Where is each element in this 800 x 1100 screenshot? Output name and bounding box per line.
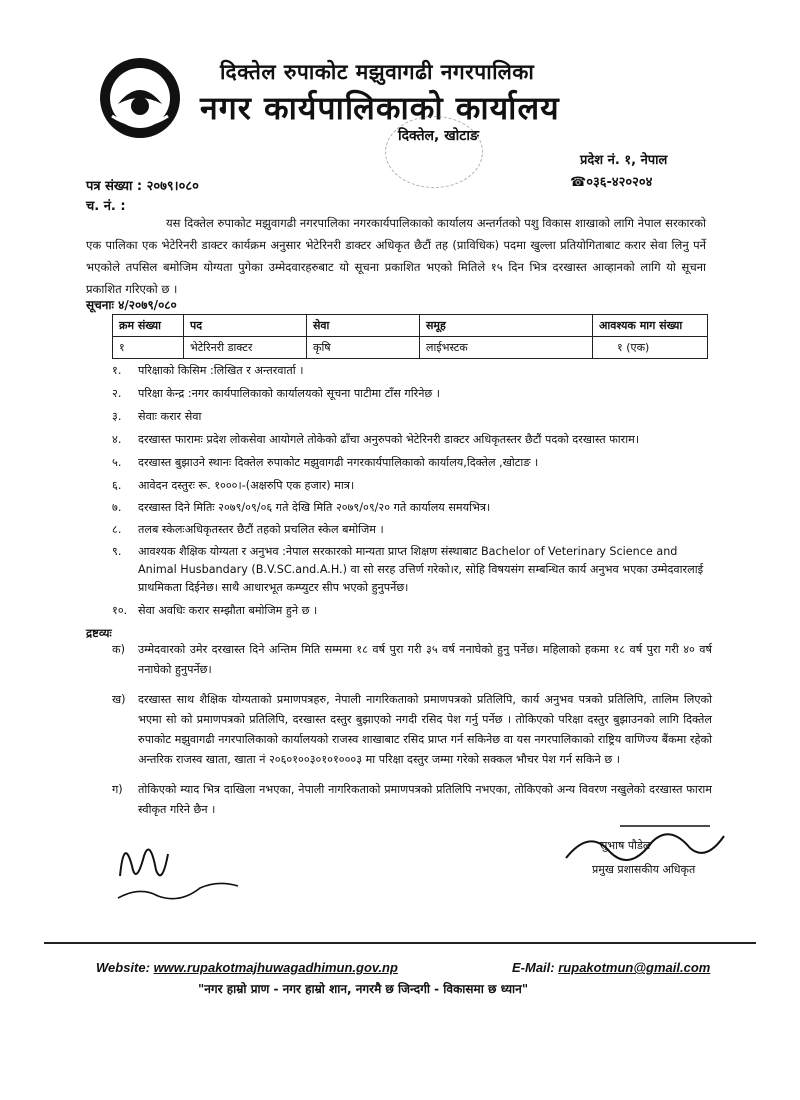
footer-email bbox=[512, 960, 710, 975]
cell-group: लाईभस्टक bbox=[420, 337, 593, 359]
cell-demand: १ (एक) bbox=[593, 337, 708, 359]
list-item: ६. आवेदन दस्तुरः रू. १०००।-(अक्षरुपि एक हजार) मात्र। bbox=[112, 479, 355, 492]
list-item: २. परिक्षा केन्द्र :नगर कार्यपालिकाको कार्यालयको सूचना पाटीमा टाँस गरिनेछ । bbox=[112, 387, 441, 400]
office-location: दिक्तेल, खोटाङ bbox=[398, 128, 479, 144]
reference-number: पत्र संख्या : २०७९।०८० bbox=[86, 179, 199, 194]
conditions-list bbox=[112, 362, 712, 625]
website-label: Website: bbox=[96, 960, 150, 975]
cell-serial: १ bbox=[113, 337, 184, 359]
col-header-serial: क्रम संख्या bbox=[113, 315, 184, 337]
cell-post: भेटेरिनरी डाक्टर bbox=[184, 337, 307, 359]
footer-divider bbox=[44, 942, 756, 944]
list-item: ३. सेवाः करार सेवा bbox=[112, 410, 202, 423]
table-header-row bbox=[113, 315, 708, 337]
cell-service: कृषि bbox=[307, 337, 420, 359]
footer-website bbox=[96, 960, 398, 975]
list-item: ख) दरखास्त साथ शैक्षिक योग्यताको प्रमाणपत्रहरु, नेपाली नागरिकताको प्रमाणपत्रको प्रतिलिपि, कार्य अनुभव पत्रको प्रतिलिपि, तालिम लिएको भएमा सो को प्रमाणपत्रको प्रतिलिपि, दरखास्त दस्तुर बुझाएको नगदी रसिद पेश गर्नु पर्नेछ । तोकिएको परिक्षा दस्तुर बुझाउनको लागि दिक्तेल रुपाकोट मझुवागढी नगरपालिकाको कार्यालयको राजस्व शाखाबाट रसिद प्राप्त गर्न सकिनेछ वा यस नगरपालिकाको राष्ट्रिय वाणिज्य बैंकमा रहेको अन्तरिक राजस्व खाता, खाता नं २०६०१००३०१०१०००३ मा परिक्षा दस्तुर जम्मा गरेको सक्कल भौचर पेश गर्न सकिने छ । bbox=[112, 693, 712, 766]
signer-name: सुभाष पौडेल bbox=[600, 839, 651, 852]
list-item: ९. आवश्यक शैक्षिक योग्यता र अनुभव :नेपाल सरकारको मान्यता प्राप्त शिक्षण संस्थाबाट Bachelor of Veterinary Science and Animal Husbandary (B.V.SC.and.A.H.) वा सो सरह उत्तिर्ण गरेको।र, सोहि विषयसंग सम्बन्धित कार्य अनुभव भएका उम्मेदवारलाई प्राथमिकता दिईनेछ। साथै आधारभूत कम्प्युटर सीप भएको हुनुपर्नेछ। bbox=[112, 545, 704, 594]
notice-number: सूचनाः ४/२०७९/०८० bbox=[86, 298, 177, 312]
dispatch-number: च. नं. : bbox=[86, 199, 126, 214]
list-item: ग) तोकिएको म्याद भित्र दाखिला नभएका, नेपाली नागरिकताको प्रमाणपत्रको प्रतिलिपि नभएका, तोकिएको अन्य विवरण नखुलेको दरखास्त फाराम स्वीकृत गरिने छैन । bbox=[112, 783, 712, 816]
col-header-group: समूह bbox=[420, 315, 593, 337]
email-label: E-Mail: bbox=[512, 960, 555, 975]
col-header-service: सेवा bbox=[307, 315, 420, 337]
municipality-name: दिक्तेल रुपाकोट मझुवागढी नगरपालिका bbox=[220, 60, 535, 84]
col-header-demand: आवश्यक माग संख्या bbox=[593, 315, 708, 337]
col-header-post: पद bbox=[184, 315, 307, 337]
email-link[interactable]: rupakotmun@gmail.com bbox=[558, 960, 711, 975]
nepal-emblem-logo bbox=[98, 56, 182, 140]
province-label: प्रदेश नं. १, नेपाल bbox=[580, 153, 668, 168]
handwritten-signature-left bbox=[110, 826, 250, 906]
list-item: ८. तलब स्केलःअधिकृतस्तर छैटौं तहको प्रचलित स्केल बमोजिम । bbox=[112, 523, 384, 536]
phone-number: ☎०३६-४२०२०४ bbox=[570, 175, 653, 190]
website-link[interactable]: www.rupakotmajhuwagadhimun.gov.np bbox=[153, 960, 398, 975]
vacancy-table bbox=[112, 314, 708, 359]
list-item: क) उम्मेदवारको उमेर दरखास्त दिने अन्तिम मिति सम्ममा १८ वर्ष पुरा गरी ३५ वर्ष ननाघेको हुनु पर्नेछ। महिलाको हकमा १८ वर्ष पुरा गरी ४० वर्ष ननाघेको हुनुपर्नेछ। bbox=[112, 643, 712, 676]
table-row bbox=[113, 337, 708, 359]
list-item: १. परिक्षाको किसिम :लिखित र अन्तरवार्ता । bbox=[112, 364, 304, 377]
notes-heading: द्रष्टव्यः bbox=[86, 626, 112, 640]
list-item: ७. दरखास्त दिने मितिः २०७९/०९/०६ गते देखि मिति २०७९/०९/२० गते कार्यालय समयभित्र। bbox=[112, 501, 491, 514]
footer-motto: "नगर हाम्रो प्राण - नगर हाम्रो शान, नगरमै छ जिन्दगी - विकासमा छ ध्यान" bbox=[198, 982, 529, 996]
list-item: ४. दरखास्त फारामः प्रदेश लोकसेवा आयोगले तोकेको ढाँचा अनुरुपको भेटेरिनरी डाक्टर अधिकृतस्तर छैटौं पदको दरखास्त फाराम। bbox=[112, 433, 640, 446]
notes-list bbox=[112, 640, 712, 830]
signer-title: प्रमुख प्रशासकीय अधिकृत bbox=[592, 863, 696, 876]
list-item: ५. दरखास्त बुझाउने स्थानः दिक्तेल रुपाकोट मझुवागढी नगरकार्यपालिकाको कार्यालय,दिक्तेल ,खोटाङ । bbox=[112, 456, 539, 469]
office-name: नगर कार्यपालिकाको कार्यालय bbox=[200, 89, 560, 127]
list-item: १०. सेवा अवधिः करार सम्झौता बमोजिम हुने छ । bbox=[112, 604, 318, 617]
intro-paragraph: यस दिक्तेल रुपाकोट मझुवागढी नगरपालिका नगरकार्यपालिकाको कार्यालय अन्तर्गतको पशु विकास शाखाको लागि नेपाल सरकारको एक पालिका एक भेटेरिनरी डाक्टर कार्यक्रम अनुसार भेटेरिनरी डाक्टर अधिकृत छैटौं तह (प्राविधिक) पदमा खुल्ला प्रतियोगिताबाट करार सेवा लिनु पर्ने भएकोले तपसिल बमोजिम योग्यता पुगेका उम्मेदवारहरुबाट यो सूचना प्रकाशित भएको मितिले १५ दिन भित्र दरखास्त आव्हानको लागि यो सूचना प्रकाशित गरिएको छ । bbox=[86, 216, 706, 296]
